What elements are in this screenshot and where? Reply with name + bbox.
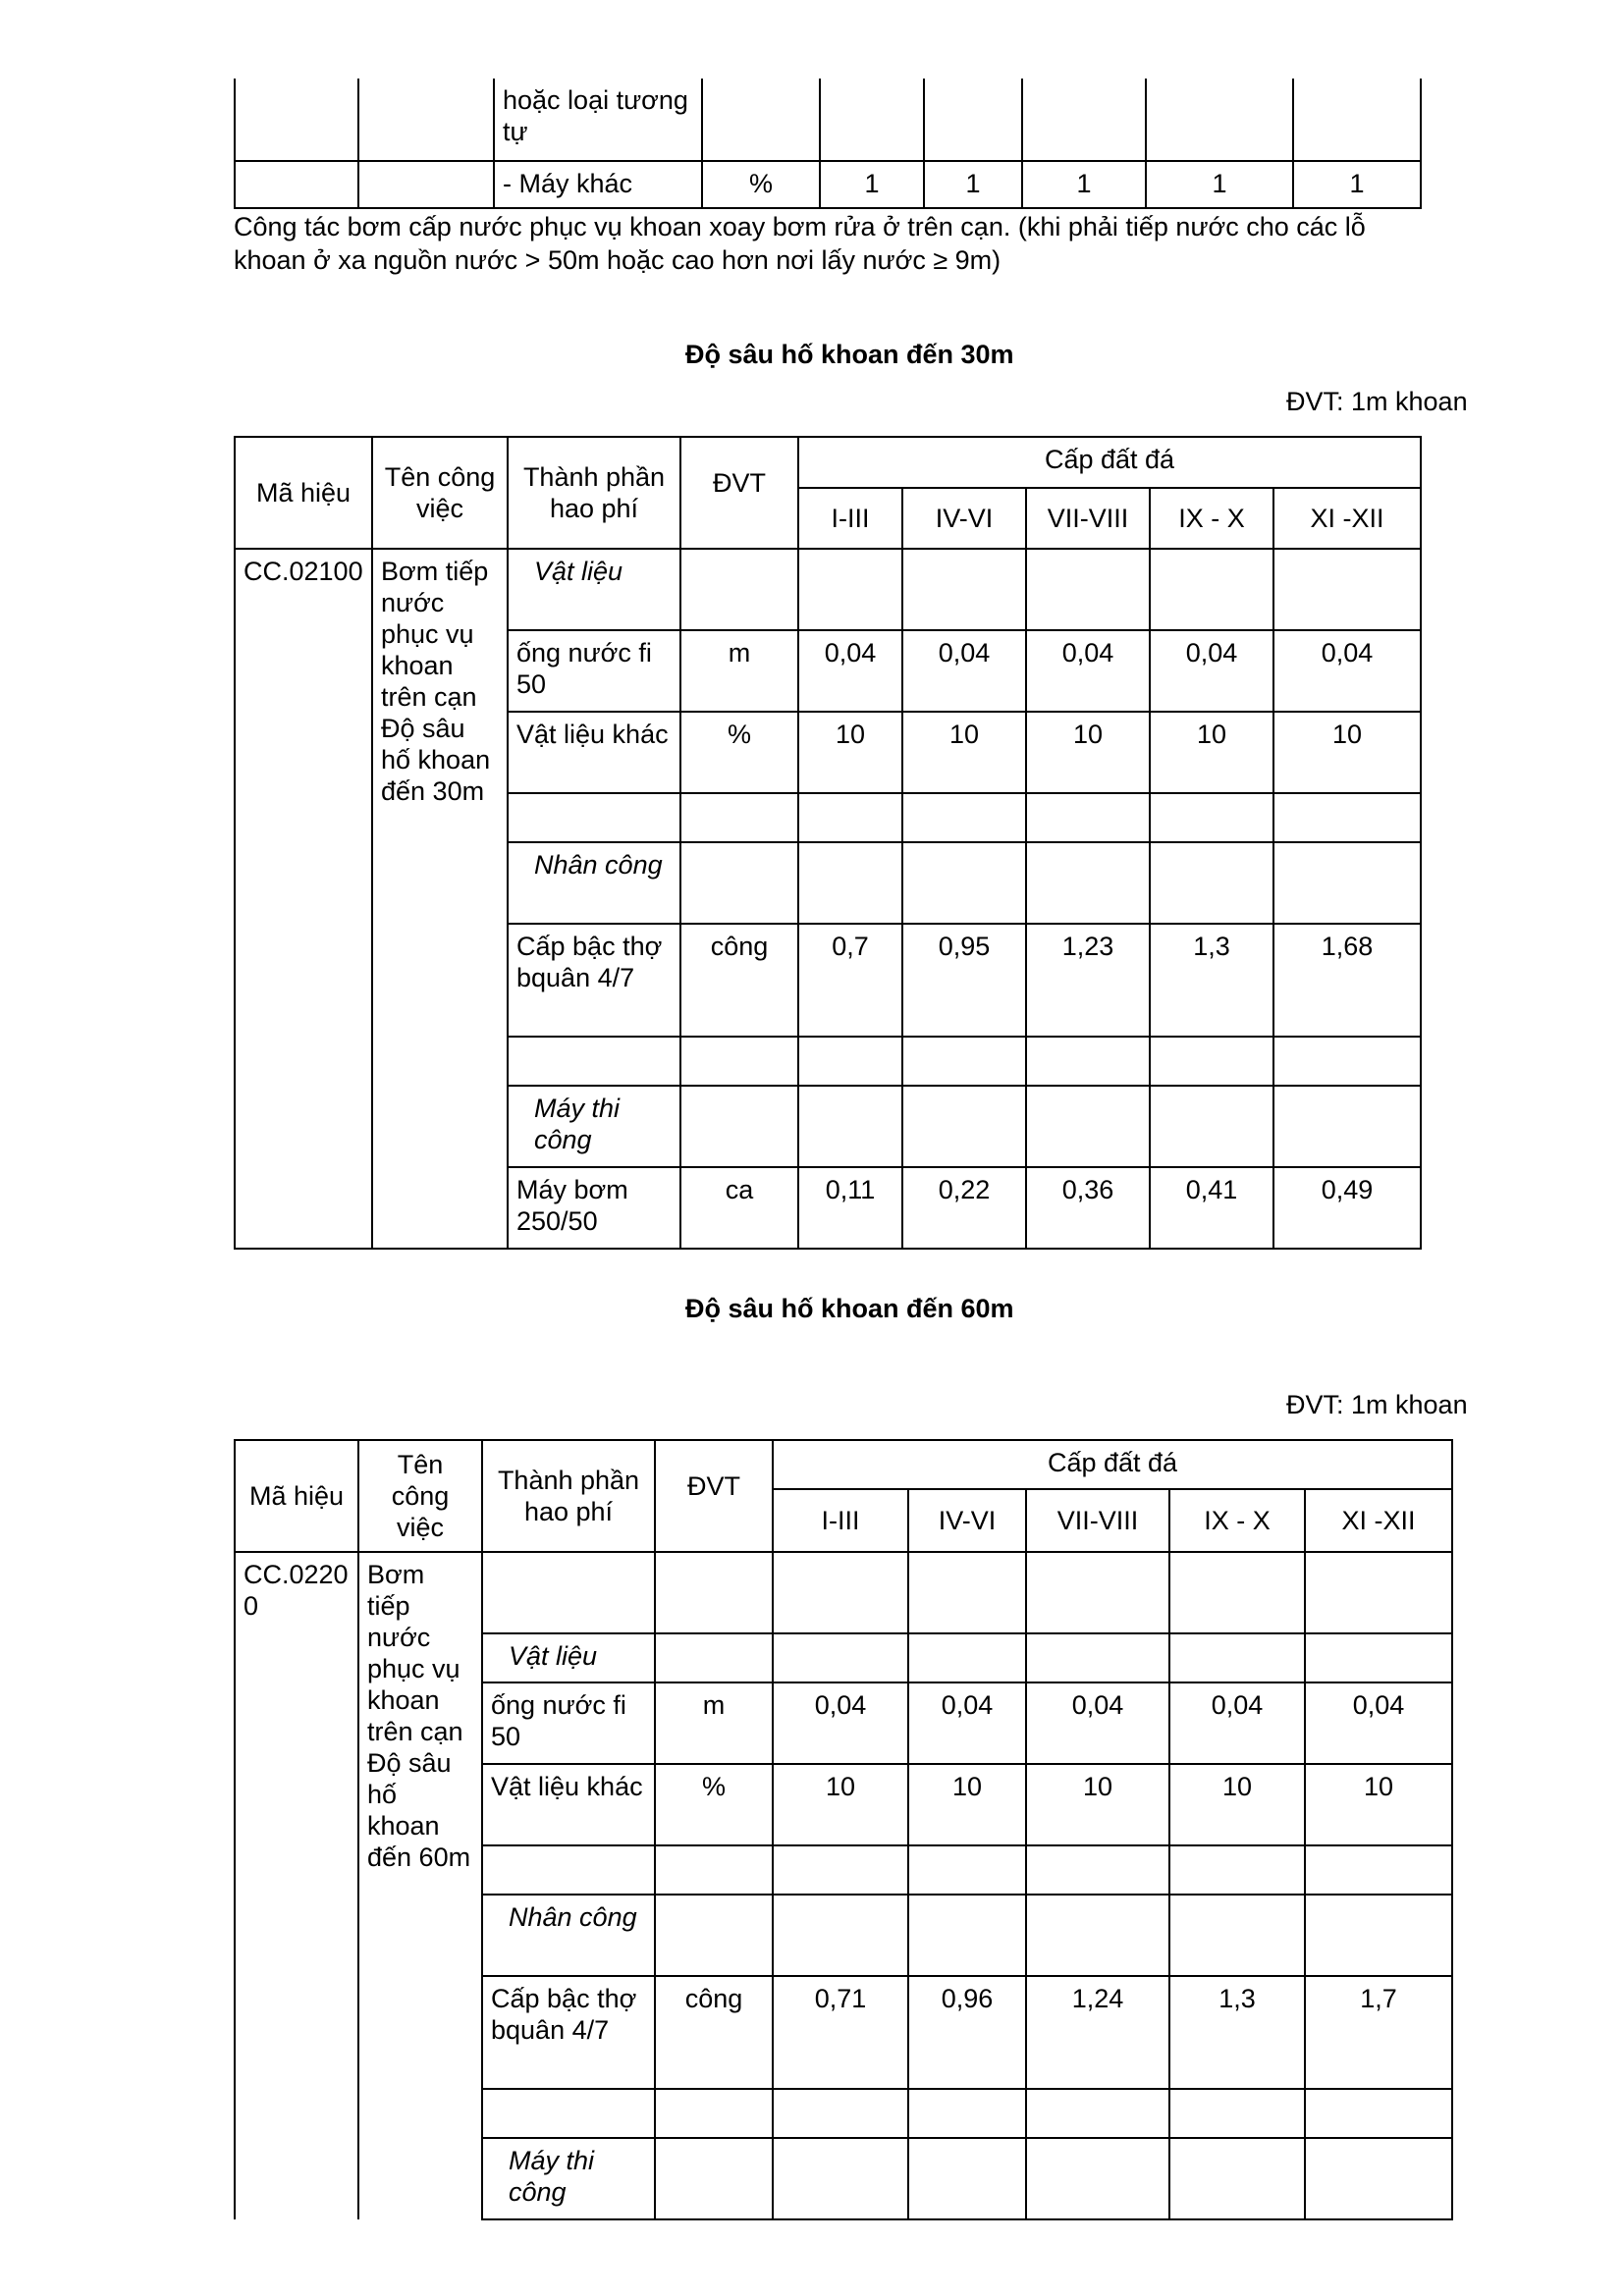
value-cell: 0,36 (1026, 1167, 1150, 1249)
code-cell: CC.02100 (235, 549, 372, 1249)
value-cell: 0,04 (1150, 630, 1273, 712)
component-cell (482, 1845, 655, 1895)
component-cell: ống nước fi 50 (508, 630, 680, 712)
col-header-work: Tên công việc (358, 1440, 482, 1552)
unit-cell (702, 79, 820, 161)
value-cell (902, 793, 1026, 842)
value-cell (773, 1895, 908, 1976)
value-cell (1026, 1845, 1169, 1895)
value-cell: 0,96 (908, 1976, 1026, 2089)
col-header-grade: I-III (798, 488, 902, 549)
value-cell: 0,41 (1150, 1167, 1273, 1249)
value-cell (1305, 2138, 1452, 2219)
value-cell (1273, 842, 1421, 924)
value-cell (1026, 1086, 1150, 1167)
value-cell (1305, 1845, 1452, 1895)
value-cell (1026, 1037, 1150, 1086)
value-cell: 10 (1169, 1764, 1305, 1845)
value-cell: 0,04 (1026, 630, 1150, 712)
value-cell (1026, 1895, 1169, 1976)
value-cell (1026, 2089, 1169, 2138)
value-cell (1169, 2138, 1305, 2219)
col-header-grade: I-III (773, 1489, 908, 1552)
value-cell (1273, 793, 1421, 842)
value-cell: 1,3 (1169, 1976, 1305, 2089)
unit-cell (680, 1086, 798, 1167)
value-cell: 1,68 (1273, 924, 1421, 1037)
value-cell: 0,04 (1169, 1682, 1305, 1764)
value-cell: 0,49 (1273, 1167, 1421, 1249)
value-cell: 0,71 (773, 1976, 908, 2089)
col-header-grade-group: Cấp đất đá (798, 437, 1421, 488)
value-cell (798, 1037, 902, 1086)
value-cell (908, 1895, 1026, 1976)
col-header-component: Thành phần hao phí (482, 1440, 655, 1552)
value-cell: 1 (1146, 161, 1293, 208)
value-cell (1026, 793, 1150, 842)
code-cell (235, 161, 358, 208)
unit-cell (655, 1552, 773, 1633)
value-cell (1305, 1895, 1452, 1976)
value-cell (1026, 1633, 1169, 1682)
unit-cell: ca (680, 1167, 798, 1249)
section-heading: Độ sâu hố khoan đến 60m (685, 1294, 1014, 1323)
unit-cell: m (680, 630, 798, 712)
unit-cell: công (655, 1976, 773, 2089)
header-row (235, 1440, 1452, 1489)
value-cell: 0,04 (908, 1682, 1026, 1764)
value-cell: 10 (1026, 712, 1150, 793)
unit-cell: % (655, 1764, 773, 1845)
unit-note: ĐVT: 1m khoan (1286, 1390, 1468, 1419)
value-cell: 10 (908, 1764, 1026, 1845)
component-cell (508, 1037, 680, 1086)
value-cell (1273, 549, 1421, 630)
value-cell (1026, 842, 1150, 924)
value-cell (798, 549, 902, 630)
value-cell (1026, 2138, 1169, 2219)
value-cell: 10 (1273, 712, 1421, 793)
col-header-grade: VII-VIII (1026, 1489, 1169, 1552)
value-cell: 1 (1293, 161, 1421, 208)
unit-cell (655, 2138, 773, 2219)
value-cell (908, 1633, 1026, 1682)
col-header-grade: XI -XII (1305, 1489, 1452, 1552)
unit-cell: công (680, 924, 798, 1037)
component-cell: Vật liệu (482, 1633, 655, 1682)
value-cell (902, 842, 1026, 924)
value-cell: 1 (924, 161, 1022, 208)
work-cell: Bơm tiếp nước phục vụ khoan trên cạn Độ sâu hố khoan đến 60m (358, 1552, 482, 2219)
header-row (235, 437, 1421, 488)
value-cell (1150, 793, 1273, 842)
value-cell: 10 (1026, 1764, 1169, 1845)
value-cell (1026, 549, 1150, 630)
table-row (235, 161, 1421, 208)
value-cell: 1,3 (1150, 924, 1273, 1037)
value-cell (1169, 1895, 1305, 1976)
value-cell: 0,04 (773, 1682, 908, 1764)
value-cell (902, 1086, 1026, 1167)
value-cell: 0,04 (1273, 630, 1421, 712)
value-cell (773, 1845, 908, 1895)
norm-table-60m (234, 1439, 1453, 2220)
value-cell (798, 1086, 902, 1167)
col-header-grade: VII-VIII (1026, 488, 1150, 549)
col-header-grade: XI -XII (1273, 488, 1421, 549)
unit-cell: % (702, 161, 820, 208)
col-header-grade: IX - X (1169, 1489, 1305, 1552)
value-cell: 0,95 (902, 924, 1026, 1037)
unit-cell (655, 1895, 773, 1976)
value-cell (1305, 1633, 1452, 1682)
col-header-code: Mã hiệu (235, 437, 372, 549)
component-cell: Nhân công (508, 842, 680, 924)
value-cell: 1,24 (1026, 1976, 1169, 2089)
value-cell (1169, 1633, 1305, 1682)
value-cell (1169, 2089, 1305, 2138)
value-cell (798, 842, 902, 924)
value-cell (902, 1037, 1026, 1086)
value-cell (773, 1552, 908, 1633)
unit-cell: % (680, 712, 798, 793)
unit-cell (680, 793, 798, 842)
value-cell (908, 2089, 1026, 2138)
value-cell: 1,7 (1305, 1976, 1452, 2089)
intro-paragraph: Công tác bơm cấp nước phục vụ khoan xoay bơm rửa ở trên cạn. (khi phải tiếp nước cho các lỗ khoan ở xa nguồn nước > 50m hoặc cao hơn nơi lấy nước ≥ 9m) (234, 212, 1366, 275)
value-cell (1146, 79, 1293, 161)
component-cell: Nhân công (482, 1895, 655, 1976)
unit-cell (680, 549, 798, 630)
value-cell (773, 1633, 908, 1682)
value-cell (798, 793, 902, 842)
value-cell: 10 (773, 1764, 908, 1845)
value-cell (1169, 1845, 1305, 1895)
col-header-grade-group: Cấp đất đá (773, 1440, 1452, 1489)
value-cell (1169, 1552, 1305, 1633)
code-cell: CC.02200 (235, 1552, 358, 2219)
value-cell: 10 (902, 712, 1026, 793)
unit-cell (655, 2089, 773, 2138)
value-cell (902, 549, 1026, 630)
value-cell: 0,04 (902, 630, 1026, 712)
value-cell (1305, 1552, 1452, 1633)
value-cell: 10 (798, 712, 902, 793)
col-header-grade: IV-VI (908, 1489, 1026, 1552)
code-cell (235, 79, 358, 161)
value-cell: 10 (1305, 1764, 1452, 1845)
value-cell: 0,04 (1026, 1682, 1169, 1764)
component-cell: Cấp bậc thợ bquân 4/7 (508, 924, 680, 1037)
norm-table-30m (234, 436, 1422, 1250)
value-cell (908, 1552, 1026, 1633)
component-cell: Cấp bậc thợ bquân 4/7 (482, 1976, 655, 2089)
work-cell (358, 79, 494, 161)
unit-note: ĐVT: 1m khoan (1286, 387, 1468, 416)
section-heading: Độ sâu hố khoan đến 30m (685, 340, 1014, 369)
component-cell: Vật liệu (508, 549, 680, 630)
table-row (235, 79, 1421, 161)
value-cell: 0,11 (798, 1167, 902, 1249)
value-cell (820, 79, 924, 161)
value-cell (1022, 79, 1146, 161)
value-cell (1293, 79, 1421, 161)
value-cell: 1,23 (1026, 924, 1150, 1037)
component-cell: Vật liệu khác (482, 1764, 655, 1845)
col-header-component: Thành phần hao phí (508, 437, 680, 549)
unit-cell (655, 1633, 773, 1682)
value-cell: 0,7 (798, 924, 902, 1037)
component-cell: hoặc loại tương tự (494, 79, 702, 161)
component-cell: ống nước fi 50 (482, 1682, 655, 1764)
component-cell (482, 2089, 655, 2138)
col-header-work: Tên công việc (372, 437, 508, 549)
unit-cell (680, 1037, 798, 1086)
value-cell: 0,04 (798, 630, 902, 712)
component-cell (508, 793, 680, 842)
value-cell (924, 79, 1022, 161)
value-cell (1150, 1086, 1273, 1167)
value-cell (773, 2138, 908, 2219)
col-header-grade: IV-VI (902, 488, 1026, 549)
col-header-code: Mã hiệu (235, 1440, 358, 1552)
value-cell (1273, 1086, 1421, 1167)
value-cell (1150, 1037, 1273, 1086)
component-cell (482, 1552, 655, 1633)
component-cell: Máy bơm 250/50 (508, 1167, 680, 1249)
value-cell: 10 (1150, 712, 1273, 793)
component-cell: Máy thi công (482, 2138, 655, 2219)
component-cell: Máy thi công (508, 1086, 680, 1167)
col-header-grade: IX - X (1150, 488, 1273, 549)
work-cell (358, 161, 494, 208)
continued-table (234, 79, 1422, 209)
value-cell (908, 1845, 1026, 1895)
component-cell: Vật liệu khác (508, 712, 680, 793)
value-cell (1150, 842, 1273, 924)
value-cell: 1 (820, 161, 924, 208)
col-header-unit: ĐVT (655, 1440, 773, 1552)
col-header-unit: ĐVT (680, 437, 798, 549)
value-cell (773, 2089, 908, 2138)
value-cell (1305, 2089, 1452, 2138)
value-cell: 0,04 (1305, 1682, 1452, 1764)
value-cell (1026, 1552, 1169, 1633)
value-cell (1273, 1037, 1421, 1086)
value-cell (1150, 549, 1273, 630)
unit-cell: m (655, 1682, 773, 1764)
unit-cell (655, 1845, 773, 1895)
value-cell (908, 2138, 1026, 2219)
component-cell: - Máy khác (494, 161, 702, 208)
work-cell: Bơm tiếp nước phục vụ khoan trên cạn Độ sâu hố khoan đến 30m (372, 549, 508, 1249)
value-cell: 0,22 (902, 1167, 1026, 1249)
unit-cell (680, 842, 798, 924)
table-row (235, 1552, 1452, 1633)
table-row (235, 549, 1421, 630)
value-cell: 1 (1022, 161, 1146, 208)
